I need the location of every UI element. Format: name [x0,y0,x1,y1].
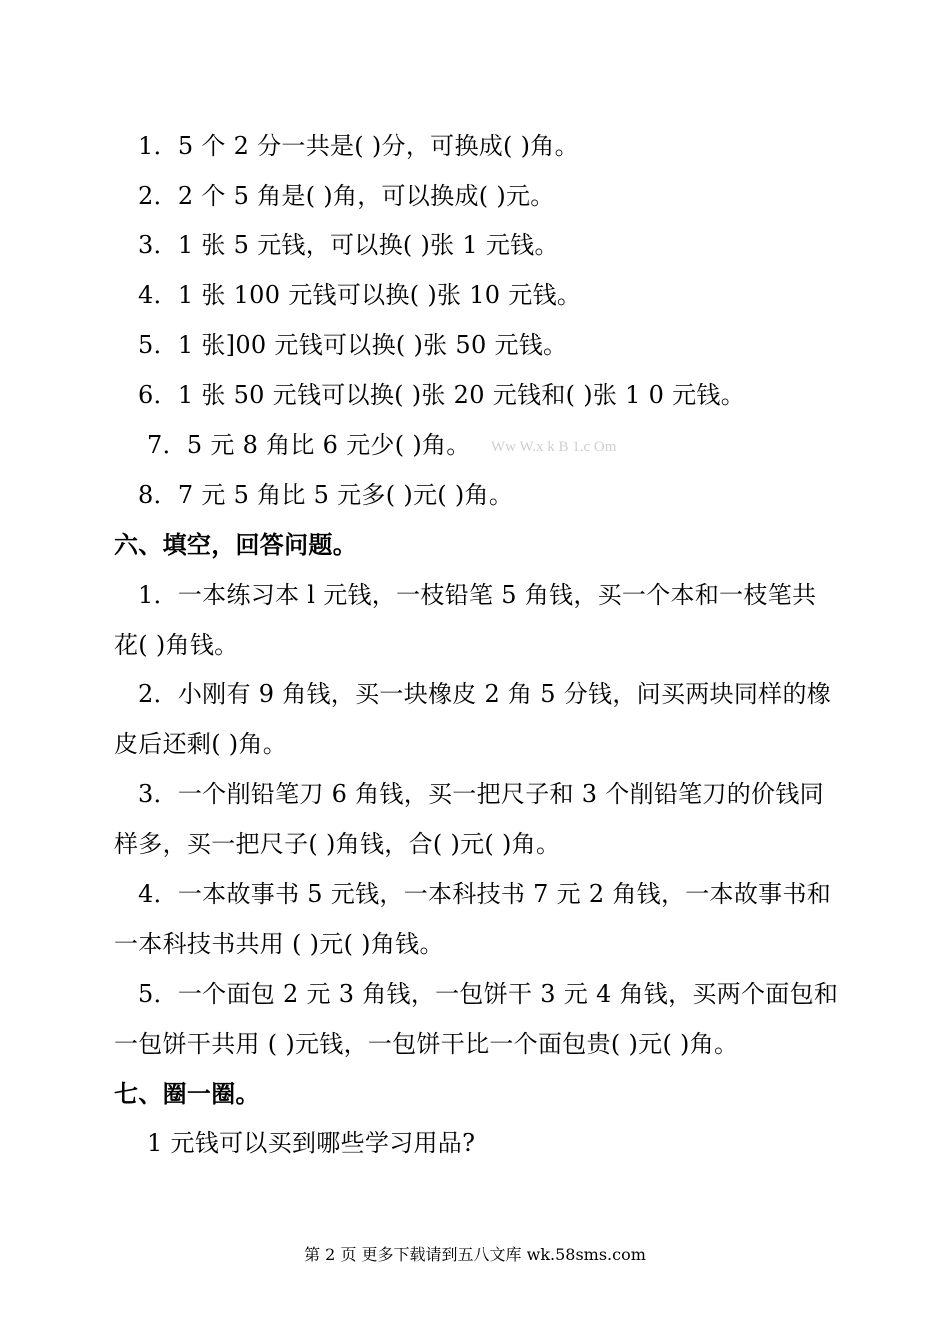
fill-blank-item-8: 8．7 元 5 角比 5 元多( )元( )角。 [138,481,514,509]
question-6-5-line-1: 5．一个面包 2 元 3 角钱，一包饼干 3 元 4 角钱，买两个面包和 [138,980,839,1008]
fill-blank-item-3: 3．1 张 5 元钱，可以换( )张 1 元钱。 [138,231,559,259]
fill-blank-item-6: 6．1 张 50 元钱可以换( )张 20 元钱和( )张 1 0 元钱。 [138,381,745,409]
fill-blank-item-4: 4．1 张 100 元钱可以换( )张 10 元钱。 [138,281,582,309]
question-6-4-line-1: 4．一本故事书 5 元钱，一本科技书 7 元 2 角钱，一本故事书和 [138,880,832,908]
question-6-5-line-2: 一包饼干共用 ( )元钱，一包饼干比一个面包贵( )元( )角。 [114,1030,739,1058]
section-6-heading: 六、填空，回答问题。 [114,530,357,559]
section-7-question: 1 元钱可以买到哪些学习用品? [147,1129,476,1157]
section-7-heading: 七、圈一圈。 [114,1079,260,1108]
question-6-3-line-2: 样多，买一把尺子( )角钱，合( )元( )角。 [114,830,561,858]
fill-blank-item-5: 5．1 张]00 元钱可以换( )张 50 元钱。 [138,331,568,359]
fill-blank-item-2: 2．2 个 5 角是( )角，可以换成( )元。 [138,182,555,210]
fill-blank-item-1: 1．5 个 2 分一共是( )分，可换成( )角。 [138,132,579,160]
page-footer: 第 2 页 更多下载请到五八文库 wk.58sms.com [304,1245,646,1264]
watermark-text: Ww W.x k B 1.c Om [491,439,617,455]
question-6-4-line-2: 一本科技书共用 ( )元( )角钱。 [114,930,444,958]
question-6-1-line-2: 花( )角钱。 [114,631,239,659]
question-6-2-line-1: 2．小刚有 9 角钱，买一块橡皮 2 角 5 分钱，问买两块同样的橡 [138,680,832,708]
question-6-1-line-1: 1．一本练习本 l 元钱，一枝铅笔 5 角钱，买一个本和一枝笔共 [138,581,817,609]
fill-blank-item-7: 7．5 元 8 角比 6 元少( )角。 [147,431,471,459]
question-6-3-line-1: 3．一个削铅笔刀 6 角钱，买一把尺子和 3 个削铅笔刀的价钱同 [138,780,824,808]
question-6-2-line-2: 皮后还剩( )角。 [114,730,288,758]
